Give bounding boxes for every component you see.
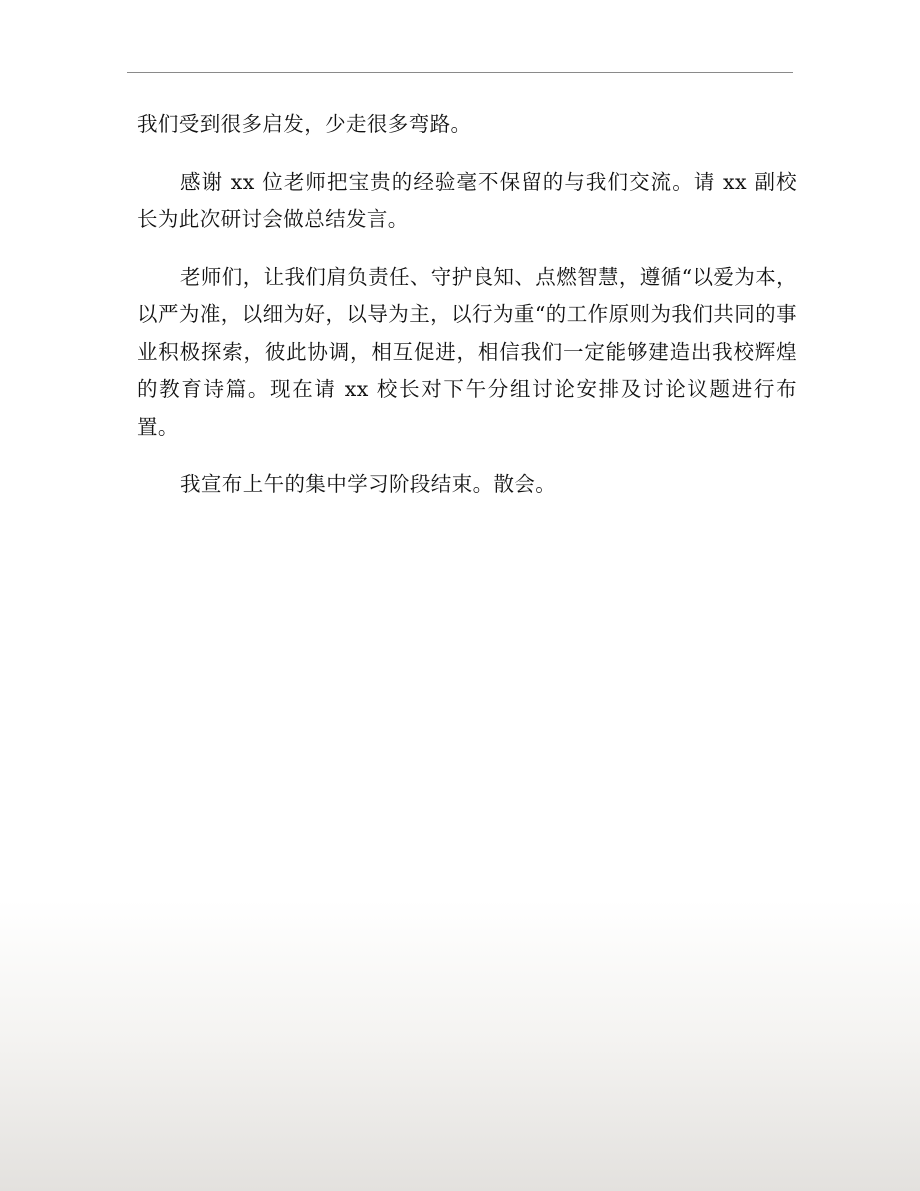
paragraph-2: 感谢 xx 位老师把宝贵的经验毫不保留的与我们交流。请 xx 副校长为此次研讨会做总结发言。 [137, 169, 797, 231]
paragraph-1: 我们受到很多启发，少走很多弯路。 [137, 112, 472, 136]
paragraph-3: 老师们，让我们肩负责任、守护良知、点燃智慧，遵循“以爱为本，以严为准，以细为好，以导为主，以行为重“的工作原则为我们共同的事业积极探索，彼此协调，相互促进，相信我们一定能够建造出我校辉煌的教育诗篇。现在请 xx 校长对下午分组讨论安排及讨论议题进行布置。 [137, 264, 797, 439]
header-rule [127, 72, 793, 73]
document-body [137, 106, 797, 524]
paragraph-4: 我宣布上午的集中学习阶段结束。散会。 [180, 472, 557, 496]
